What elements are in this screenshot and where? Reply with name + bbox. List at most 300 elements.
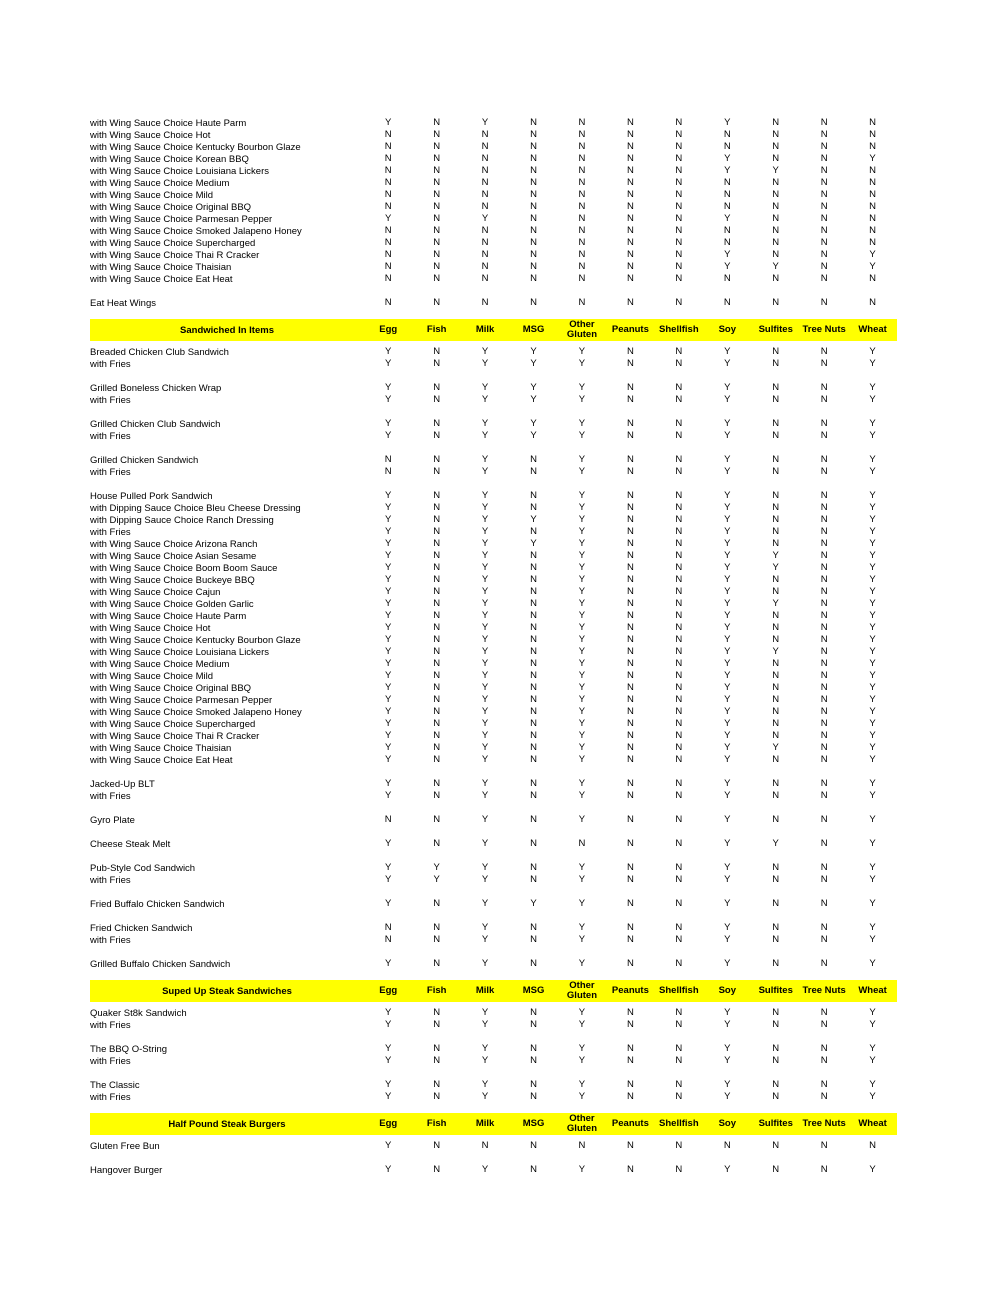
column-header: Peanuts bbox=[611, 985, 649, 996]
allergen-cell: N bbox=[675, 658, 683, 669]
allergen-cell: Y bbox=[481, 898, 489, 909]
allergen-cell: N bbox=[723, 297, 731, 308]
table-row bbox=[90, 1164, 897, 1176]
row-spacer bbox=[90, 1152, 897, 1164]
allergen-cell: N bbox=[772, 213, 780, 224]
allergen-cell: Y bbox=[385, 862, 392, 873]
allergen-cell: N bbox=[626, 502, 634, 513]
allergen-cell: N bbox=[626, 1043, 634, 1054]
allergen-cell: Y bbox=[481, 694, 489, 705]
allergen-cell: Y bbox=[578, 1091, 586, 1102]
table-row bbox=[90, 273, 897, 285]
allergen-cell: N bbox=[433, 201, 441, 212]
allergen-cell: N bbox=[675, 778, 683, 789]
allergen-cell: Y bbox=[869, 466, 876, 477]
allergen-cell: N bbox=[820, 706, 828, 717]
allergen-cell: N bbox=[626, 598, 634, 609]
allergen-cell: N bbox=[820, 1043, 828, 1054]
table-row bbox=[90, 742, 897, 754]
allergen-cell: Y bbox=[385, 1164, 392, 1175]
allergen-cell: N bbox=[530, 249, 537, 260]
allergen-cell: N bbox=[820, 237, 828, 248]
allergen-cell: Y bbox=[578, 490, 586, 501]
allergen-cell: Y bbox=[385, 706, 392, 717]
table-row bbox=[90, 574, 897, 586]
allergen-cell: Y bbox=[385, 1007, 392, 1018]
allergen-cell: Y bbox=[385, 346, 392, 357]
row-spacer bbox=[90, 886, 897, 898]
table-row bbox=[90, 754, 897, 766]
allergen-cell: N bbox=[530, 730, 537, 741]
allergen-cell: N bbox=[772, 754, 780, 765]
item-label: Grilled Chicken Club Sandwich bbox=[90, 418, 221, 430]
allergen-cell: N bbox=[820, 730, 828, 741]
table-row bbox=[90, 165, 897, 177]
item-label: with Wing Sauce Choice Medium bbox=[90, 177, 230, 189]
allergen-cell: N bbox=[626, 1164, 634, 1175]
item-label: with Wing Sauce Choice Parmesan Pepper bbox=[90, 213, 273, 225]
allergen-cell: N bbox=[820, 562, 828, 573]
item-label: Jacked-Up BLT bbox=[90, 778, 155, 790]
allergen-cell: N bbox=[675, 129, 683, 140]
item-label: with Fries bbox=[90, 430, 131, 442]
allergen-cell: N bbox=[626, 189, 634, 200]
allergen-cell: Y bbox=[869, 1055, 876, 1066]
allergen-cell: Y bbox=[481, 358, 489, 369]
allergen-cell: Y bbox=[869, 718, 876, 729]
allergen-cell: N bbox=[772, 1055, 780, 1066]
allergen-cell: N bbox=[626, 129, 634, 140]
allergen-cell: N bbox=[675, 418, 683, 429]
allergen-cell: N bbox=[530, 237, 537, 248]
allergen-cell: N bbox=[626, 1079, 634, 1090]
column-header: Soy bbox=[718, 324, 736, 335]
allergen-cell: N bbox=[530, 1079, 537, 1090]
column-header: Soy bbox=[718, 985, 736, 996]
allergen-cell: N bbox=[433, 742, 441, 753]
allergen-cell: Y bbox=[385, 778, 392, 789]
allergen-cell: N bbox=[578, 153, 586, 164]
allergen-cell: Y bbox=[481, 706, 489, 717]
allergen-cell: Y bbox=[481, 754, 489, 765]
allergen-cell: Y bbox=[724, 742, 731, 753]
allergen-cell: Y bbox=[481, 1079, 489, 1090]
table-row bbox=[90, 682, 897, 694]
allergen-cell: N bbox=[772, 466, 780, 477]
allergen-cell: N bbox=[675, 358, 683, 369]
allergen-cell: N bbox=[675, 454, 683, 465]
allergen-cell: N bbox=[772, 610, 780, 621]
allergen-cell: N bbox=[530, 586, 537, 597]
allergen-cell: Y bbox=[869, 658, 876, 669]
allergen-cell: N bbox=[820, 430, 828, 441]
allergen-cell: Y bbox=[724, 466, 731, 477]
allergen-cell: N bbox=[626, 430, 634, 441]
allergen-cell: N bbox=[820, 646, 828, 657]
allergen-cell: Y bbox=[724, 562, 731, 573]
allergen-cell: N bbox=[626, 658, 634, 669]
allergen-cell: N bbox=[820, 1055, 828, 1066]
allergen-cell: N bbox=[530, 490, 537, 501]
allergen-cell: N bbox=[433, 454, 441, 465]
allergen-cell: Y bbox=[385, 1043, 392, 1054]
allergen-cell: N bbox=[530, 297, 537, 308]
allergen-cell: Y bbox=[869, 706, 876, 717]
allergen-cell: N bbox=[869, 201, 877, 212]
allergen-cell: N bbox=[820, 358, 828, 369]
allergen-cell: N bbox=[433, 117, 441, 128]
item-label: Breaded Chicken Club Sandwich bbox=[90, 346, 229, 358]
allergen-cell: Y bbox=[385, 730, 392, 741]
allergen-cell: N bbox=[820, 466, 828, 477]
allergen-cell: N bbox=[433, 177, 441, 188]
allergen-cell: Y bbox=[869, 670, 876, 681]
allergen-cell: N bbox=[675, 814, 683, 825]
allergen-cell: Y bbox=[724, 574, 731, 585]
allergen-cell: Y bbox=[481, 598, 489, 609]
allergen-cell: Y bbox=[724, 502, 731, 513]
allergen-cell: N bbox=[626, 1019, 634, 1030]
allergen-cell: N bbox=[433, 466, 441, 477]
column-header: Tree Nuts bbox=[802, 1118, 846, 1129]
table-row bbox=[90, 382, 897, 394]
allergen-cell: N bbox=[869, 225, 877, 236]
allergen-cell: Y bbox=[578, 730, 586, 741]
table-row bbox=[90, 586, 897, 598]
allergen-cell: Y bbox=[869, 382, 876, 393]
column-header: Egg bbox=[379, 985, 398, 996]
allergen-cell: Y bbox=[385, 718, 392, 729]
allergen-cell: N bbox=[869, 189, 877, 200]
allergen-cell: N bbox=[481, 129, 489, 140]
allergen-cell: N bbox=[530, 790, 537, 801]
row-spacer bbox=[90, 910, 897, 922]
allergen-cell: N bbox=[820, 490, 828, 501]
allergen-cell: N bbox=[626, 261, 634, 272]
allergen-cell: N bbox=[530, 646, 537, 657]
allergen-cell: N bbox=[723, 273, 731, 284]
allergen-cell: Y bbox=[869, 778, 876, 789]
allergen-cell: N bbox=[772, 898, 780, 909]
row-spacer bbox=[90, 478, 897, 490]
allergen-cell: N bbox=[384, 225, 392, 236]
allergen-cell: N bbox=[433, 658, 441, 669]
allergen-cell: Y bbox=[385, 1019, 392, 1030]
table-row bbox=[90, 1091, 897, 1103]
allergen-cell: N bbox=[626, 249, 634, 260]
table-row bbox=[90, 153, 897, 165]
allergen-cell: N bbox=[772, 1091, 780, 1102]
item-label: Grilled Chicken Sandwich bbox=[90, 454, 199, 466]
allergen-cell: Y bbox=[481, 418, 489, 429]
allergen-cell: N bbox=[772, 790, 780, 801]
allergen-cell: N bbox=[433, 622, 441, 633]
allergen-cell: N bbox=[481, 141, 489, 152]
allergen-cell: N bbox=[772, 490, 780, 501]
allergen-cell: Y bbox=[481, 742, 489, 753]
allergen-cell: Y bbox=[724, 346, 731, 357]
allergen-cell: N bbox=[530, 694, 537, 705]
allergen-cell: N bbox=[675, 754, 683, 765]
item-label: with Wing Sauce Choice Thai R Cracker bbox=[90, 730, 260, 742]
table-row bbox=[90, 346, 897, 358]
allergen-cell: Y bbox=[385, 490, 392, 501]
allergen-cell: N bbox=[433, 730, 441, 741]
allergen-cell: N bbox=[772, 670, 780, 681]
allergen-cell: N bbox=[626, 742, 634, 753]
allergen-cell: Y bbox=[869, 261, 876, 272]
allergen-cell: N bbox=[772, 778, 780, 789]
column-header: Wheat bbox=[858, 1118, 887, 1129]
allergen-cell: Y bbox=[869, 153, 876, 164]
allergen-cell: N bbox=[820, 1091, 828, 1102]
table-row bbox=[90, 1019, 897, 1031]
allergen-cell: N bbox=[433, 598, 441, 609]
allergen-cell: N bbox=[820, 261, 828, 272]
allergen-cell: N bbox=[626, 466, 634, 477]
table-row bbox=[90, 526, 897, 538]
allergen-cell: N bbox=[530, 1019, 537, 1030]
allergen-cell: Y bbox=[481, 730, 489, 741]
allergen-cell: N bbox=[772, 514, 780, 525]
allergen-cell: Y bbox=[869, 1091, 876, 1102]
allergen-cell: Y bbox=[481, 213, 489, 224]
item-label: with Wing Sauce Choice Boom Boom Sauce bbox=[90, 562, 278, 574]
allergen-cell: Y bbox=[385, 358, 392, 369]
allergen-cell: N bbox=[530, 670, 537, 681]
allergen-cell: N bbox=[675, 1164, 683, 1175]
allergen-cell: Y bbox=[385, 1079, 392, 1090]
column-header: Sulfites bbox=[758, 985, 793, 996]
allergen-cell: N bbox=[820, 117, 828, 128]
row-spacer bbox=[90, 1067, 897, 1079]
allergen-cell: Y bbox=[869, 874, 876, 885]
allergen-cell: N bbox=[578, 225, 586, 236]
allergen-cell: N bbox=[675, 874, 683, 885]
allergen-cell: N bbox=[433, 790, 441, 801]
allergen-cell: N bbox=[530, 117, 537, 128]
allergen-cell: N bbox=[626, 237, 634, 248]
allergen-cell: N bbox=[675, 490, 683, 501]
allergen-cell: Y bbox=[724, 1019, 731, 1030]
allergen-cell: N bbox=[384, 153, 392, 164]
allergen-cell: N bbox=[626, 213, 634, 224]
allergen-cell: N bbox=[772, 586, 780, 597]
allergen-cell: Y bbox=[869, 1043, 876, 1054]
allergen-cell: Y bbox=[772, 562, 779, 573]
allergen-cell: N bbox=[433, 670, 441, 681]
allergen-cell: Y bbox=[578, 454, 586, 465]
table-row bbox=[90, 177, 897, 189]
allergen-cell: N bbox=[433, 129, 441, 140]
allergen-cell: Y bbox=[724, 934, 731, 945]
allergen-cell: N bbox=[530, 141, 537, 152]
allergen-cell: N bbox=[772, 454, 780, 465]
allergen-cell: N bbox=[433, 346, 441, 357]
table-row bbox=[90, 454, 897, 466]
allergen-cell: Y bbox=[385, 790, 392, 801]
item-label: with Wing Sauce Choice Hot bbox=[90, 129, 211, 141]
allergen-cell: N bbox=[820, 141, 828, 152]
allergen-cell: N bbox=[820, 814, 828, 825]
allergen-cell: N bbox=[675, 718, 683, 729]
allergen-cell: Y bbox=[869, 694, 876, 705]
column-header: Tree Nuts bbox=[802, 985, 846, 996]
allergen-cell: Y bbox=[385, 670, 392, 681]
allergen-cell: N bbox=[530, 958, 537, 969]
allergen-cell: N bbox=[384, 189, 392, 200]
allergen-cell: Y bbox=[772, 598, 779, 609]
table-row bbox=[90, 646, 897, 658]
allergen-cell: N bbox=[384, 922, 392, 933]
allergen-cell: N bbox=[820, 526, 828, 537]
allergen-cell: N bbox=[626, 862, 634, 873]
allergen-cell: N bbox=[820, 934, 828, 945]
allergen-cell: Y bbox=[481, 682, 489, 693]
allergen-cell: N bbox=[869, 177, 877, 188]
section-header-row bbox=[90, 319, 897, 341]
allergen-cell: N bbox=[675, 706, 683, 717]
allergen-cell: N bbox=[675, 1019, 683, 1030]
item-label: with Wing Sauce Choice Smoked Jalapeno Honey bbox=[90, 225, 302, 237]
allergen-cell: Y bbox=[724, 598, 731, 609]
allergen-cell: Y bbox=[385, 958, 392, 969]
allergen-cell: N bbox=[433, 610, 441, 621]
item-label: with Wing Sauce Choice Supercharged bbox=[90, 237, 256, 249]
menu-section bbox=[90, 319, 897, 970]
allergen-cell: N bbox=[723, 1140, 731, 1151]
allergen-cell: N bbox=[530, 778, 537, 789]
allergen-cell: Y bbox=[481, 526, 489, 537]
allergen-cell: Y bbox=[385, 682, 392, 693]
allergen-cell: N bbox=[675, 1091, 683, 1102]
table-row bbox=[90, 225, 897, 237]
allergen-cell: N bbox=[530, 874, 537, 885]
allergen-cell: Y bbox=[385, 898, 392, 909]
table-row bbox=[90, 237, 897, 249]
section-title: Sandwiched In Items bbox=[180, 324, 274, 336]
table-row bbox=[90, 514, 897, 526]
table-row bbox=[90, 934, 897, 946]
allergen-cell: Y bbox=[578, 1019, 586, 1030]
menu-section bbox=[90, 117, 897, 309]
allergen-cell: N bbox=[772, 418, 780, 429]
allergen-cell: N bbox=[530, 922, 537, 933]
column-header: Sulfites bbox=[758, 1118, 793, 1129]
allergen-cell: Y bbox=[724, 1055, 731, 1066]
allergen-cell: Y bbox=[578, 622, 586, 633]
allergen-cell: Y bbox=[385, 1140, 392, 1151]
allergen-cell: Y bbox=[385, 394, 392, 405]
table-row bbox=[90, 189, 897, 201]
allergen-cell: N bbox=[675, 141, 683, 152]
table-row bbox=[90, 1043, 897, 1055]
allergen-cell: Y bbox=[869, 598, 876, 609]
allergen-cell: Y bbox=[869, 898, 876, 909]
allergen-cell: N bbox=[772, 526, 780, 537]
allergen-cell: N bbox=[820, 790, 828, 801]
allergen-cell: Y bbox=[385, 526, 392, 537]
allergen-cell: Y bbox=[724, 622, 731, 633]
allergen-cell: N bbox=[675, 502, 683, 513]
allergen-cell: N bbox=[433, 538, 441, 549]
column-header: Fish bbox=[426, 985, 447, 996]
allergen-cell: Y bbox=[724, 754, 731, 765]
row-spacer bbox=[90, 802, 897, 814]
table-row bbox=[90, 634, 897, 646]
allergen-cell: N bbox=[626, 225, 634, 236]
allergen-cell: N bbox=[433, 550, 441, 561]
allergen-cell: Y bbox=[481, 346, 489, 357]
allergen-cell: N bbox=[626, 394, 634, 405]
allergen-cell: Y bbox=[869, 249, 876, 260]
allergen-cell: Y bbox=[481, 490, 489, 501]
allergen-cell: N bbox=[433, 778, 441, 789]
allergen-cell: N bbox=[626, 358, 634, 369]
allergen-cell: N bbox=[675, 862, 683, 873]
allergen-cell: N bbox=[820, 382, 828, 393]
allergen-cell: N bbox=[820, 838, 828, 849]
allergen-cell: N bbox=[578, 1140, 586, 1151]
allergen-cell: N bbox=[820, 550, 828, 561]
section-header-row bbox=[90, 1113, 897, 1135]
allergen-cell: N bbox=[530, 598, 537, 609]
allergen-cell: N bbox=[626, 790, 634, 801]
allergen-cell: N bbox=[675, 1043, 683, 1054]
allergen-cell: N bbox=[723, 189, 731, 200]
table-row bbox=[90, 201, 897, 213]
allergen-cell: N bbox=[820, 153, 828, 164]
allergen-cell: N bbox=[433, 418, 441, 429]
allergen-cell: Y bbox=[578, 694, 586, 705]
allergen-cell: Y bbox=[869, 418, 876, 429]
allergen-cell: N bbox=[384, 201, 392, 212]
allergen-cell: N bbox=[433, 526, 441, 537]
table-row bbox=[90, 790, 897, 802]
allergen-cell: N bbox=[530, 1055, 537, 1066]
allergen-cell: N bbox=[675, 394, 683, 405]
allergen-cell: Y bbox=[869, 502, 876, 513]
allergen-cell: N bbox=[578, 177, 586, 188]
column-header: Other Gluten bbox=[566, 980, 598, 1001]
allergen-cell: N bbox=[626, 754, 634, 765]
item-label: with Dipping Sauce Choice Ranch Dressing bbox=[90, 514, 274, 526]
allergen-cell: N bbox=[820, 454, 828, 465]
allergen-cell: N bbox=[433, 634, 441, 645]
allergen-cell: N bbox=[578, 201, 586, 212]
allergen-cell: N bbox=[675, 958, 683, 969]
row-spacer bbox=[90, 946, 897, 958]
allergen-cell: N bbox=[723, 225, 731, 236]
allergen-cell: Y bbox=[578, 634, 586, 645]
allergen-cell: Y bbox=[578, 526, 586, 537]
allergen-cell: N bbox=[530, 225, 537, 236]
allergen-cell: Y bbox=[772, 646, 779, 657]
allergen-cell: Y bbox=[385, 117, 392, 128]
table-row bbox=[90, 622, 897, 634]
item-label: with Wing Sauce Choice Korean BBQ bbox=[90, 153, 249, 165]
allergen-cell: Y bbox=[578, 550, 586, 561]
allergen-cell: N bbox=[626, 586, 634, 597]
item-label: with Wing Sauce Choice Buckeye BBQ bbox=[90, 574, 255, 586]
allergen-cell: N bbox=[772, 153, 780, 164]
allergen-cell: N bbox=[433, 165, 441, 176]
allergen-cell: Y bbox=[578, 514, 586, 525]
allergen-cell: Y bbox=[385, 574, 392, 585]
allergen-cell: N bbox=[626, 382, 634, 393]
allergen-cell: Y bbox=[578, 358, 586, 369]
allergen-cell: N bbox=[626, 562, 634, 573]
